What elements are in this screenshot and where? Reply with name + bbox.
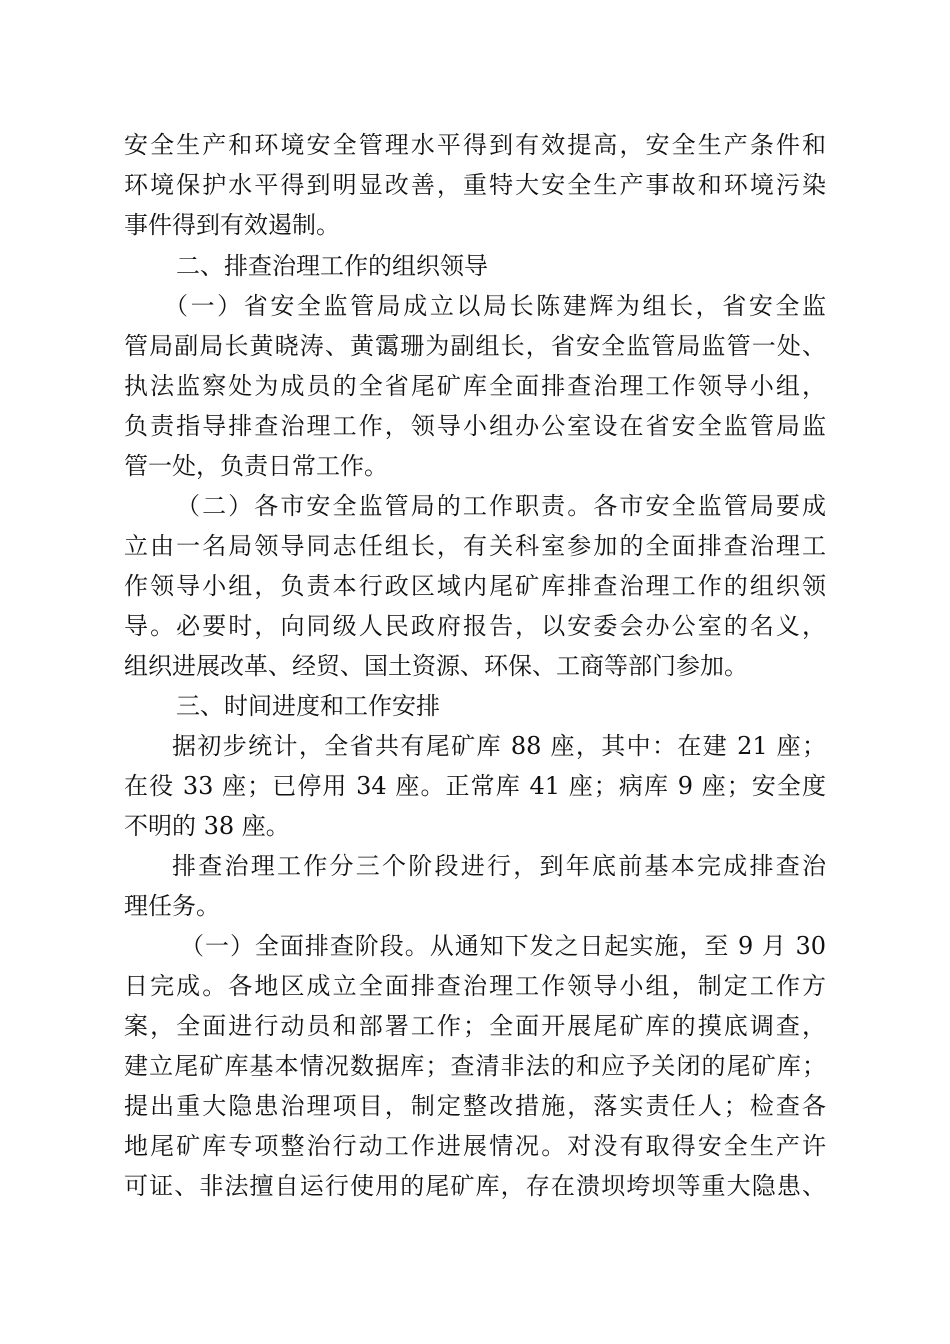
text-line: 在役 33 座；已停用 34 座。正常库 41 座；病库 9 座；安全度	[124, 772, 826, 800]
section-heading: 三、时间进度和工作安排	[176, 692, 440, 720]
text-line: 排查治理工作分三个阶段进行，到年底前基本完成排查治	[172, 852, 826, 880]
text-line: 管一处，负责日常工作。	[124, 452, 388, 480]
text-line: 环境保护水平得到明显改善，重特大安全生产事故和环境污染	[124, 171, 826, 199]
text-line: （二）各市安全监管局的工作职责。各市安全监管局要成	[176, 492, 826, 520]
section-heading: 二、排查治理工作的组织领导	[176, 252, 488, 280]
text-line: 管局副局长黄晓涛、黄霭珊为副组长，省安全监管局监管一处、	[124, 332, 826, 360]
text-line: 不明的 38 座。	[124, 812, 290, 840]
text-line: 事件得到有效遏制。	[124, 211, 340, 239]
text-line: 建立尾矿库基本情况数据库；查清非法的和应予关闭的尾矿库；	[124, 1052, 826, 1080]
text-line: 安全生产和环境安全管理水平得到有效提高，安全生产条件和	[124, 131, 826, 159]
text-line: 据初步统计，全省共有尾矿库 88 座，其中：在建 21 座；	[172, 732, 826, 760]
text-line: （一）全面排查阶段。从通知下发之日起实施，至 9 月 30	[180, 932, 826, 960]
text-line: 可证、非法擅自运行使用的尾矿库，存在溃坝垮坝等重大隐患、	[124, 1172, 826, 1200]
text-line: 提出重大隐患治理项目，制定整改措施，落实责任人；检查各	[124, 1092, 826, 1120]
text-line: 作领导小组，负责本行政区域内尾矿库排查治理工作的组织领	[124, 572, 826, 600]
text-line: 案，全面进行动员和部署工作；全面开展尾矿库的摸底调查，	[124, 1012, 826, 1040]
text-line: 立由一名局领导同志任组长，有关科室参加的全面排查治理工	[124, 532, 826, 560]
text-line: 导。必要时，向同级人民政府报告，以安委会办公室的名义，	[124, 612, 826, 640]
text-line: 负责指导排查治理工作，领导小组办公室设在省安全监管局监	[124, 412, 826, 440]
text-line: 组织进展改革、经贸、国土资源、环保、工商等部门参加。	[124, 652, 748, 680]
text-line: （一）省安全监管局成立以局长陈建辉为组长，省安全监	[164, 292, 826, 320]
text-line: 日完成。各地区成立全面排查治理工作领导小组，制定工作方	[124, 972, 826, 1000]
text-line: 理任务。	[124, 892, 220, 920]
text-line: 地尾矿库专项整治行动工作进展情况。对没有取得安全生产许	[124, 1132, 826, 1160]
text-line: 执法监察处为成员的全省尾矿库全面排查治理工作领导小组，	[124, 372, 826, 400]
